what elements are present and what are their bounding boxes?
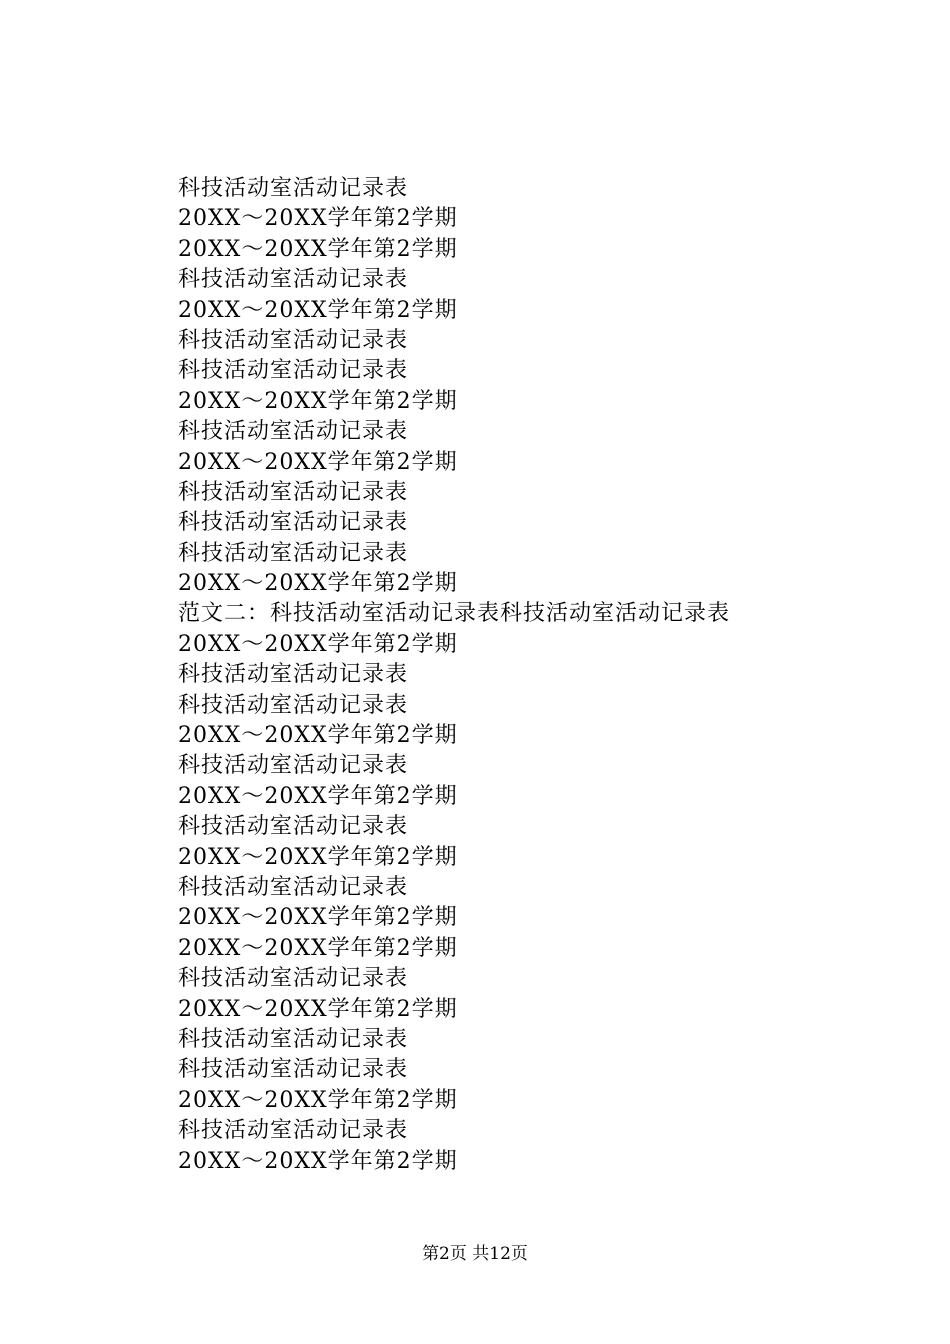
text-line: 科技活动室活动记录表 — [178, 1057, 409, 1083]
text-line: 科技活动室活动记录表 — [178, 267, 409, 293]
document-body — [178, 174, 878, 1177]
text-line: 20XX～20XX学年第2学期 — [178, 844, 458, 870]
text-line: 20XX～20XX学年第2学期 — [178, 996, 458, 1022]
text-line: 科技活动室活动记录表 — [178, 176, 409, 201]
text-line: 20XX～20XX学年第2学期 — [178, 388, 458, 414]
section-heading-line: 范文二：科技活动室活动记录表科技活动室活动记录表 — [178, 601, 731, 627]
text-line: 科技活动室活动记录表 — [178, 479, 409, 505]
text-line: 科技活动室活动记录表 — [178, 327, 409, 353]
text-line: 20XX～20XX学年第2学期 — [178, 206, 458, 232]
text-line: 20XX～20XX学年第2学期 — [178, 449, 458, 475]
text-line: 20XX～20XX学年第2学期 — [178, 1087, 458, 1113]
text-line: 科技活动室活动记录表 — [178, 966, 409, 992]
text-line: 科技活动室活动记录表 — [178, 510, 409, 536]
text-line: 科技活动室活动记录表 — [178, 540, 409, 566]
text-line: 科技活动室活动记录表 — [178, 662, 409, 688]
text-line: 20XX～20XX学年第2学期 — [178, 631, 458, 657]
text-line: 科技活动室活动记录表 — [178, 753, 409, 779]
page-number-footer: 第2页 共12页 — [422, 1244, 528, 1264]
text-line: 科技活动室活动记录表 — [178, 692, 409, 718]
text-line: 科技活动室活动记录表 — [178, 419, 409, 445]
text-line: 科技活动室活动记录表 — [178, 814, 409, 840]
text-line: 20XX～20XX学年第2学期 — [178, 236, 458, 262]
text-line: 科技活动室活动记录表 — [178, 358, 409, 384]
text-line: 20XX～20XX学年第2学期 — [178, 571, 458, 597]
text-line: 20XX～20XX学年第2学期 — [178, 1148, 458, 1174]
text-line: 20XX～20XX学年第2学期 — [178, 723, 458, 749]
text-line: 20XX～20XX学年第2学期 — [178, 783, 458, 809]
text-line: 科技活动室活动记录表 — [178, 1118, 409, 1144]
text-line: 科技活动室活动记录表 — [178, 1026, 409, 1052]
text-line: 20XX～20XX学年第2学期 — [178, 935, 458, 961]
text-line: 20XX～20XX学年第2学期 — [178, 905, 458, 931]
text-line: 20XX～20XX学年第2学期 — [178, 297, 458, 323]
text-line: 科技活动室活动记录表 — [178, 874, 409, 900]
